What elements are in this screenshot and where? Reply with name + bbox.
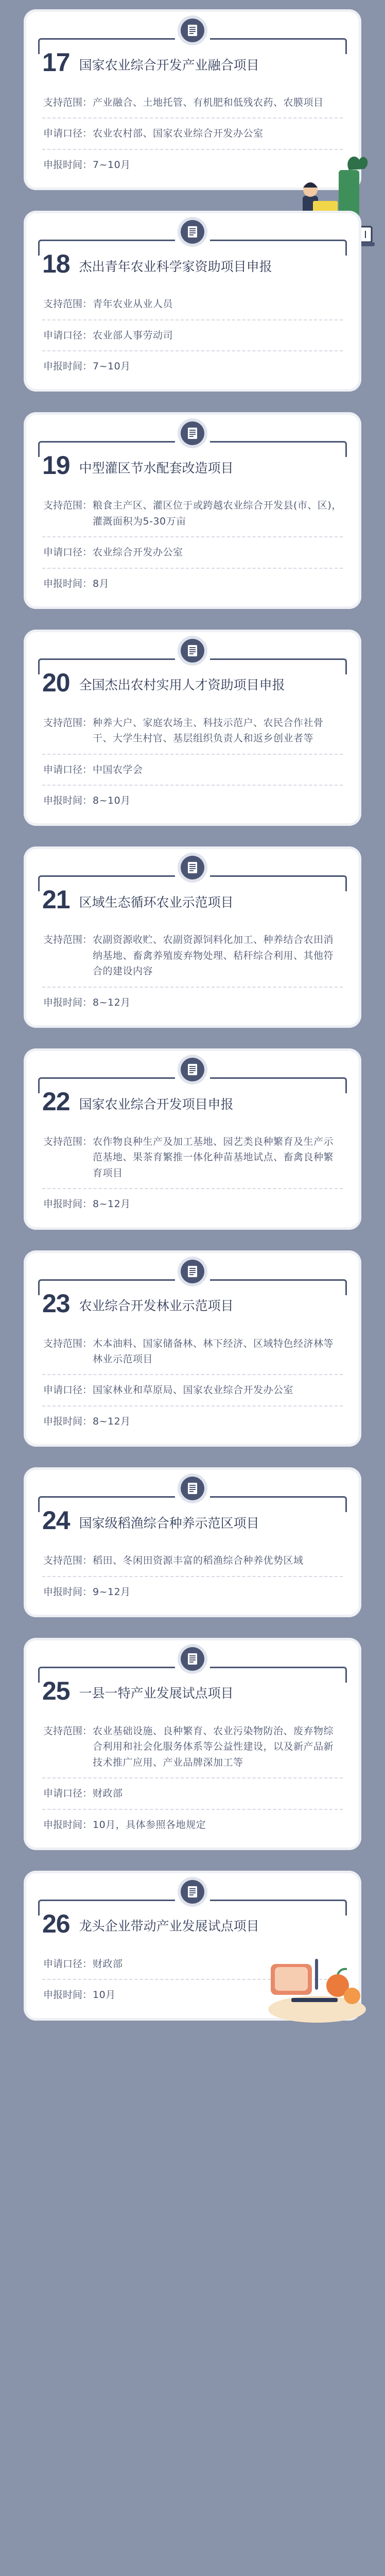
- field-value: 农副资源收贮、农副资源饲料化加工、种养结合农田消纳基地、畜禽养殖废弃物处理、秸秆综合利用、其他符合的建设内容: [93, 934, 334, 977]
- project-number: 17: [42, 48, 70, 77]
- project-title: 国家农业综合开发产业融合项目: [79, 57, 259, 73]
- field-value: 农业基础设施、良种繁育、农业污染物防治、废弃物综合利用和社会化服务体系等公益性建设，以及新产品新技术推广应用、产业品牌深加工等: [93, 1725, 334, 1768]
- project-number: 18: [42, 249, 70, 279]
- field-list: [42, 490, 343, 599]
- field-label: 申请口径：: [43, 547, 93, 558]
- field-scope: [42, 708, 343, 755]
- field-channel: [42, 320, 343, 351]
- book-icon: [181, 856, 204, 879]
- project-card-list: [24, 0, 361, 2021]
- field-value: 农业部人事劳动司: [93, 329, 173, 341]
- field-label: 申报时间：: [43, 795, 93, 807]
- field-value: 粮食主产区、灌区位于或跨越农业综合开发县(市、区)，灌溉面积为5-30万亩: [93, 500, 342, 527]
- book-icon: [181, 220, 204, 244]
- project-title: 龙头企业带动产业发展试点项目: [79, 1919, 259, 1934]
- field-value: 农业综合开发办公室: [93, 547, 183, 558]
- field-scope: [42, 289, 343, 320]
- field-value: 木本油料、国家储备林、林下经济、区域特色经济林等林业示范项目: [93, 1337, 334, 1365]
- field-label: 申报时间：: [43, 1415, 93, 1427]
- field-value: 10月，具体参照各地规定: [93, 1819, 206, 1831]
- project-title: 国家农业综合开发项目申报: [79, 1096, 234, 1112]
- book-icon: [181, 19, 204, 42]
- field-time: [42, 569, 343, 599]
- book-icon: [181, 421, 204, 445]
- book-icon: [181, 639, 204, 663]
- field-label: 申请口径：: [43, 1958, 93, 1970]
- field-label: 申请口径：: [43, 128, 93, 140]
- project-card-21: [24, 846, 361, 1028]
- field-time: [42, 1189, 343, 1219]
- field-time: [42, 1406, 343, 1436]
- field-list: [42, 925, 343, 1018]
- project-title: 国家级稻渔综合种养示范区项目: [79, 1515, 259, 1531]
- field-value: 青年农业从业人员: [93, 298, 173, 310]
- field-scope: [42, 88, 343, 118]
- project-card-22: [24, 1048, 361, 1230]
- project-number: 22: [42, 1087, 70, 1116]
- project-title: 一县一特产业发展试点项目: [79, 1686, 234, 1701]
- field-label: 申请口径：: [43, 329, 93, 341]
- field-channel: [42, 537, 343, 568]
- project-number: 20: [42, 668, 70, 697]
- field-list: [42, 289, 343, 381]
- project-card-18: [24, 211, 361, 392]
- project-number: 26: [42, 1909, 70, 1938]
- field-label: 申报时间：: [43, 1586, 93, 1598]
- project-card-17: [24, 9, 361, 190]
- field-value: 中国农学会: [93, 764, 143, 775]
- field-time: [42, 1810, 343, 1840]
- field-label: 申请口径：: [43, 764, 93, 775]
- field-scope: [42, 490, 343, 537]
- project-title: 全国杰出农村实用人才资助项目申报: [79, 677, 285, 693]
- book-icon: [181, 1058, 204, 1081]
- field-scope: [42, 1127, 343, 1189]
- field-label: 支持范围：: [43, 1555, 93, 1567]
- field-value: 国家林业和草原局、国家农业综合开发办公室: [93, 1384, 294, 1396]
- field-value: 9~12月: [93, 1586, 131, 1598]
- field-label: 申请口径：: [43, 1384, 93, 1396]
- field-time: [42, 786, 343, 816]
- project-card-25: [24, 1638, 361, 1850]
- project-card-19: [24, 412, 361, 609]
- field-value: 农业农村部、国家农业综合开发办公室: [93, 128, 264, 140]
- field-time: [42, 1577, 343, 1607]
- field-list: [42, 708, 343, 816]
- project-card-23: [24, 1250, 361, 1447]
- book-icon: [181, 1647, 204, 1671]
- field-label: 支持范围：: [43, 934, 93, 946]
- project-title: 区域生态循环农业示范项目: [79, 894, 234, 910]
- field-value: 财政部: [93, 1958, 123, 1970]
- project-title: 农业综合开发林业示范项目: [79, 1298, 234, 1314]
- field-label: 支持范围：: [43, 1136, 93, 1148]
- field-list: [42, 1127, 343, 1219]
- book-icon: [181, 1260, 204, 1283]
- project-number: 24: [42, 1506, 70, 1535]
- field-label: 申请口径：: [43, 1788, 93, 1800]
- field-label: 申报时间：: [43, 159, 93, 171]
- project-number: 19: [42, 451, 70, 480]
- book-icon: [181, 1477, 204, 1500]
- food-illustration: [260, 1948, 369, 2026]
- field-scope: [42, 1546, 343, 1577]
- field-label: 支持范围：: [43, 1337, 93, 1349]
- field-value: 8月: [93, 578, 110, 589]
- field-value: 种养大户、家庭农场主、科技示范户、农民合作社骨干、大学生村官、基层组织负责人和返乡创业者等: [93, 717, 324, 744]
- field-value: 8~12月: [93, 1198, 131, 1210]
- field-label: 申报时间：: [43, 1819, 93, 1831]
- project-number: 23: [42, 1289, 70, 1318]
- field-list: [42, 1329, 343, 1437]
- book-icon: [181, 1880, 204, 1904]
- field-label: 申报时间：: [43, 578, 93, 589]
- field-channel: [42, 118, 343, 149]
- field-value: 稻田、冬闲田资源丰富的稻渔综合种养优势区域: [93, 1555, 304, 1567]
- project-card-26: [24, 1871, 361, 2021]
- field-time: [42, 351, 343, 381]
- project-title: 中型灌区节水配套改造项目: [79, 460, 234, 476]
- field-label: 支持范围：: [43, 717, 93, 728]
- field-channel: [42, 1375, 343, 1406]
- field-value: 产业融合、土地托管、有机肥和低残农药、农膜项目: [93, 97, 324, 108]
- field-value: 农作物良种生产及加工基地、园艺类良种繁育及生产示范基地、果茶育繁推一体化种苗基地试点、畜禽良种繁育项目: [93, 1136, 334, 1179]
- field-value: 8~12月: [93, 1415, 131, 1427]
- field-value: 7~10月: [93, 360, 131, 372]
- field-scope: [42, 925, 343, 987]
- field-label: 支持范围：: [43, 1725, 93, 1737]
- project-title: 杰出青年农业科学家资助项目申报: [79, 259, 272, 274]
- project-card-20: [24, 630, 361, 826]
- field-value: 10月: [93, 1989, 116, 2001]
- field-list: [42, 1716, 343, 1840]
- field-label: 支持范围：: [43, 500, 93, 512]
- field-channel: [42, 755, 343, 786]
- project-number: 25: [42, 1676, 70, 1705]
- field-time: [42, 988, 343, 1018]
- field-scope: [42, 1716, 343, 1778]
- field-label: 支持范围：: [43, 97, 93, 108]
- field-scope: [42, 1329, 343, 1376]
- field-list: [42, 1546, 343, 1607]
- field-value: 8~12月: [93, 996, 131, 1008]
- project-card-24: [24, 1467, 361, 1617]
- field-label: 申报时间：: [43, 1198, 93, 1210]
- field-label: 申报时间：: [43, 996, 93, 1008]
- field-value: 7~10月: [93, 159, 131, 171]
- field-channel: [42, 1778, 343, 1809]
- field-value: 财政部: [93, 1788, 123, 1800]
- field-label: 申报时间：: [43, 1989, 93, 2001]
- field-label: 申报时间：: [43, 360, 93, 372]
- field-value: 8~10月: [93, 795, 131, 807]
- project-number: 21: [42, 885, 70, 914]
- field-label: 支持范围：: [43, 298, 93, 310]
